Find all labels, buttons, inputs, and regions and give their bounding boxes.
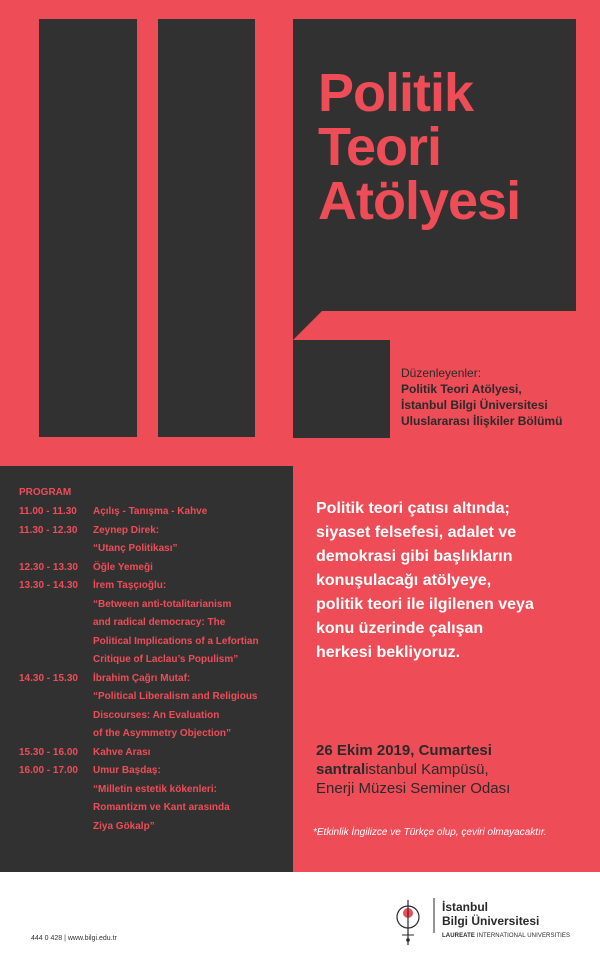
- program-text: Kahve Arası: [93, 746, 151, 758]
- program-row: [19, 577, 291, 596]
- description-line: siyaset felsefesi, adalet ve: [316, 524, 517, 541]
- laureate-bold: LAUREATE: [442, 933, 476, 939]
- program-row: [19, 522, 291, 541]
- language-note: *Etkinlik İngilizce ve Türkçe olup, çeviri olmayacaktır.: [313, 827, 547, 838]
- description-line: politik teori ile ilgilenen veya: [316, 596, 534, 613]
- speech-bubble-tail: [293, 311, 322, 340]
- program-text: “Utanç Politikası”: [93, 543, 178, 554]
- laureate-rest: INTERNATIONAL UNIVERSITIES: [475, 933, 571, 939]
- program-text: “Political Liberalism and Religious: [93, 691, 258, 702]
- venue-rest: istanbul Kampüsü,: [365, 761, 489, 778]
- program-text: Açılış - Tanışma - Kahve: [93, 506, 208, 517]
- contact-info: 444 0 428 | www.bilgi.edu.tr: [31, 935, 117, 942]
- program-text: of the Asymmetry Objection”: [93, 728, 231, 739]
- program-text: Umur Başdaş:: [93, 765, 161, 776]
- logo-emblem-icon: [397, 900, 419, 945]
- program-text: “Between anti-totalitarianism: [93, 598, 232, 610]
- description-line: konu üzerinde çalışan: [316, 620, 484, 637]
- program-time: 16.00 - 17.00: [19, 765, 78, 776]
- program-text: Öğle Yemeği: [93, 561, 153, 573]
- title-line-3: Atölyesi: [318, 171, 521, 231]
- description-line: herkesi bekliyoruz.: [316, 644, 461, 661]
- organizers: [401, 365, 562, 429]
- program-text: İrem Taşçıoğlu:: [93, 580, 167, 591]
- program-row: [19, 503, 291, 522]
- university-name: [442, 900, 539, 928]
- description-line: konuşulacağı atölyeye,: [316, 572, 492, 589]
- organizer-line-2: İstanbul Bilgi Üniversitesi: [401, 398, 548, 412]
- dark-bar-left: [39, 19, 137, 437]
- program-row: [19, 762, 291, 781]
- program-row: [19, 744, 291, 763]
- title-line-1: Politik: [318, 63, 474, 123]
- dark-bar-middle: [158, 19, 255, 437]
- organizers-label: Düzenleyenler:: [401, 366, 482, 380]
- description-line: Politik teori çatısı altında;: [316, 500, 510, 517]
- organizer-line-1: Politik Teori Atölyesi,: [401, 382, 522, 396]
- program-text: Political Implications of a Lefortian: [93, 635, 259, 647]
- laureate-tagline: [442, 933, 570, 939]
- program-time: 11.30 - 12.30: [19, 524, 78, 536]
- program-row: [19, 670, 291, 689]
- program-text: Discourses: An Evaluation: [93, 709, 220, 721]
- program-text: İbrahim Çağrı Mutaf:: [93, 672, 191, 684]
- program-row: [19, 559, 291, 578]
- program-time: 11.00 - 11.30: [19, 506, 77, 517]
- program-time: 15.30 - 16.00: [19, 746, 78, 758]
- event-venue: [316, 760, 510, 779]
- university-name-line-1: İstanbul: [442, 900, 489, 914]
- program-time: 14.30 - 15.30: [19, 672, 78, 684]
- event-date: 26 Ekim 2019, Cumartesi: [316, 742, 492, 759]
- title-line-2: Teori: [318, 117, 442, 177]
- venue-bold: santral: [316, 761, 366, 778]
- program-text: “Milletin estetik kökenleri:: [93, 783, 217, 795]
- event-description: [316, 497, 586, 665]
- organizer-line-3: Uluslararası İlişkiler Bölümü: [401, 414, 563, 428]
- program-schedule: [19, 486, 291, 836]
- event-room: Enerji Müzesi Seminer Odası: [316, 780, 511, 797]
- program-time: 13.30 - 14.30: [19, 580, 78, 591]
- dark-square: [293, 340, 390, 438]
- program-text: Critique of Laclau’s Populism”: [93, 654, 239, 665]
- description-line: demokrasi gibi başlıkların: [316, 548, 513, 565]
- program-text: Romantizm ve Kant arasında: [93, 802, 230, 813]
- university-name-line-2: Bilgi Üniversitesi: [442, 914, 540, 928]
- program-text: Ziya Gökalp”: [93, 820, 155, 832]
- program-text: Zeynep Direk:: [93, 524, 160, 536]
- program-text: and radical democracy: The: [93, 617, 226, 628]
- poster-title: [318, 63, 521, 231]
- program-time: 12.30 - 13.30: [19, 561, 78, 573]
- event-info: [316, 741, 510, 798]
- program-heading: PROGRAM: [19, 487, 72, 498]
